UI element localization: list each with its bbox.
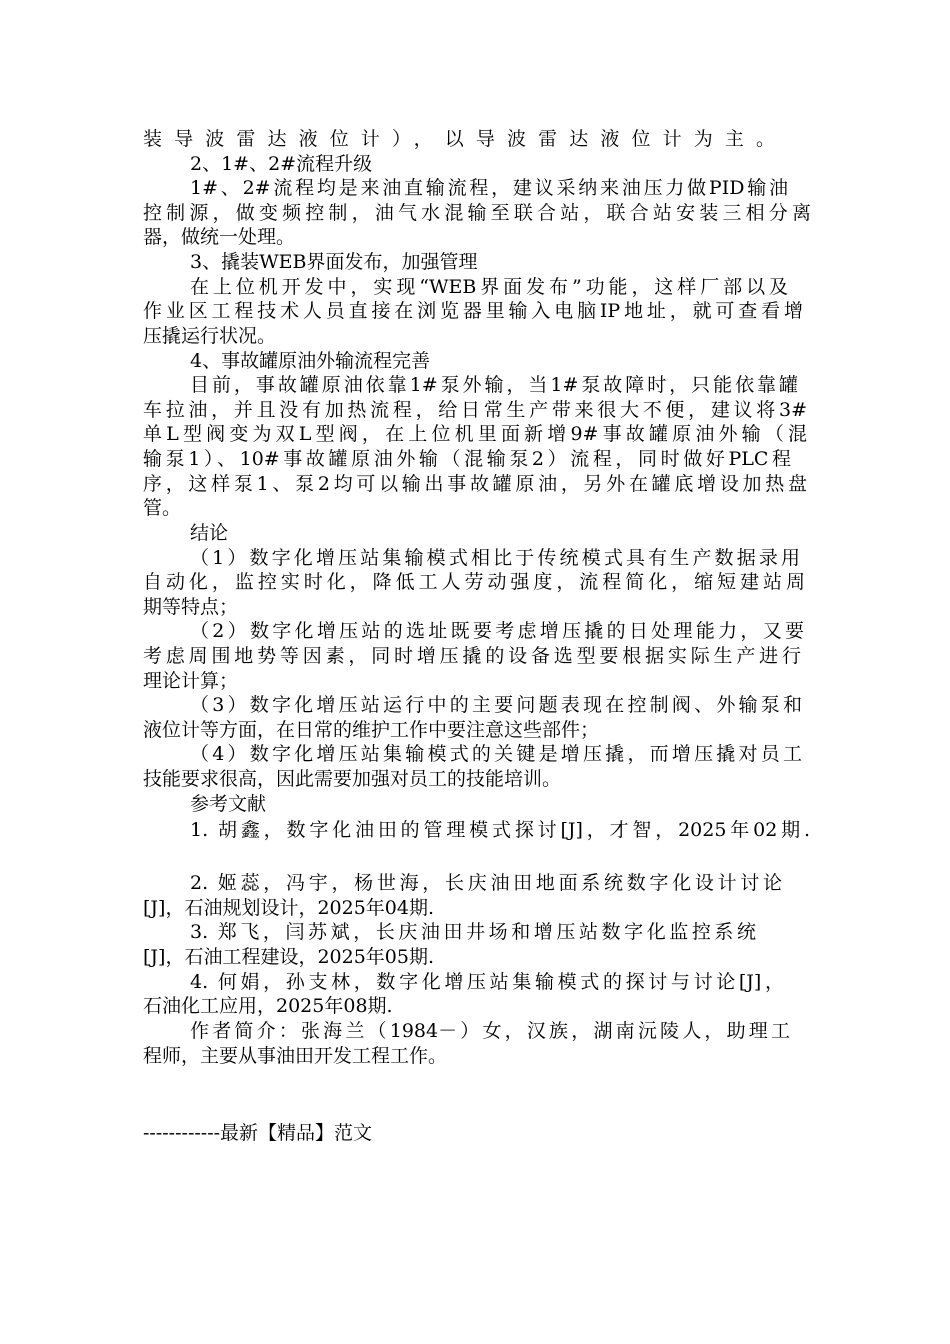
text-line: 管。 [143,497,182,519]
text-line: 石油化工应用，2025年08期. [143,995,393,1017]
text-line: 1#、2#流程均是来油直输流程，建议采纳来油压力做PID输油 [190,177,788,199]
text-line: 控制源，做变频控制，油气水混输至联合站，联合站安装三相分离 [143,202,811,224]
text-line: 单L型阀变为双L型阀，在上位机里面新增9#事故罐原油外输（混 [143,423,807,445]
text-line: 2. 姬蕊，冯宇，杨世海，长庆油田地面系统数字化设计讨论 [190,872,782,894]
text-line: 在上位机开发中，实现“WEB界面发布”功能，这样厂部以及 [190,276,788,298]
text-line: 程师，主要从事油田开发工程工作。 [143,1045,448,1067]
text-line: 4. 何娟，孙支林，数字化增压站集输模式的探讨与讨论[J]， [190,971,784,993]
text-line: （2）数字化增压站的选址既要考虑增压撬的日处理能力，又要 [190,620,804,642]
text-line: （3）数字化增压站运行中的主要问题表现在控制阀、外输泵和 [190,694,802,716]
text-line: 3、撬装WEB界面发布，加强管理 [190,251,478,273]
text-line: 3. 郑飞，闫苏斌，长庆油田井场和增压站数字化监控系统 [190,921,756,943]
text-line: 自动化，监控实时化，降低工人劳动强度，流程简化，缩短建站周 [143,571,805,593]
text-line: 考虑周围地势等因素，同时增压撬的设备选型要根据实际生产进行 [143,645,801,667]
text-line: 结论 [190,522,229,544]
text-line: 序，这样泵1、泵2均可以输出事故罐原油，另外在罐底增设加热盘 [143,473,807,495]
text-line: 作者简介：张海兰（1984－）女，汉族，湖南沅陵人，助理工 [190,1020,790,1042]
text-line: 参考文献 [190,793,267,815]
text-line: 液位计等方面，在日常的维护工作中要注意这些部件； [143,719,600,741]
text-line: 技能要求很高，因此需要加强对员工的技能培训。 [143,768,562,790]
text-line: 装导波雷达液位计），以导波雷达液位计为主。 [143,128,775,150]
text-line: 输泵1）、10#事故罐原油外输（混输泵2）流程，同时做好PLC程 [143,448,791,470]
text-line: 4、事故罐原油外输流程完善 [190,350,431,372]
text-line: 理论计算； [143,670,239,692]
text-line: [J]，石油工程建设，2025年05期. [143,946,435,968]
text-line: 作业区工程技术人员直接在浏览器里输入电脑IP地址，就可查看增 [143,300,803,322]
text-line: （4）数字化增压站集输模式的关键是增压撬，而增压撬对员工 [190,743,802,765]
text-line: 2、1#、2#流程升级 [190,153,373,175]
text-line: [J]，石油规划设计，2025年04期. [143,897,435,919]
text-line: （1）数字化增压站集输模式相比于传统模式具有生产数据录用 [190,547,800,569]
text-line: 车拉油，并且没有加热流程，给日常生产带来很大不便，建议将3# [143,399,807,421]
text-line: 目前，事故罐原油依靠1#泵外输，当1#泵故障时，只能依靠罐 [190,374,798,396]
text-line: 器，做统一处理。 [143,226,296,248]
text-line: 期等特点； [143,596,239,618]
text-line: 压撬运行状况。 [143,325,277,347]
text-line: 1. 胡鑫，数字化油田的管理模式探讨[J]，才智，2025年02期. [190,819,810,841]
footer-text: ------------最新【精品】范文 [143,1122,373,1144]
